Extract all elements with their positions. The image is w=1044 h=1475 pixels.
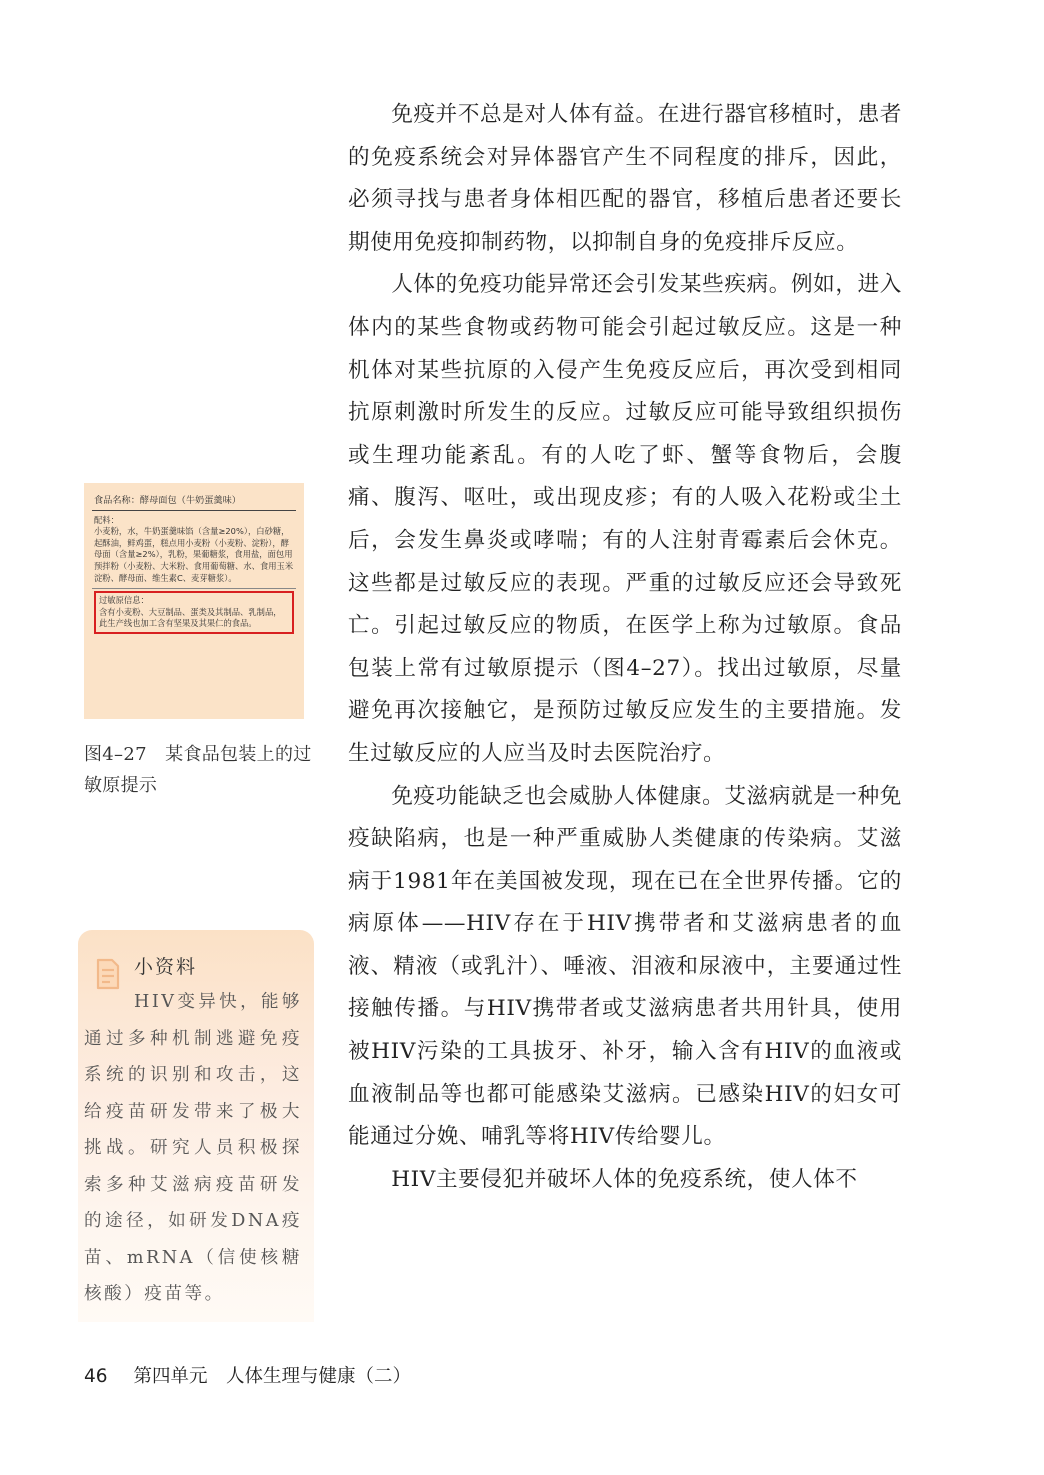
sidebar-text: [84, 984, 302, 1313]
paragraph-allergy: 人体的免疫功能异常还会引发某些疾病。例如，进入体内的某些食物或药物可能会引起过敏反应。这是一种机体对某些抗原的入侵产生免疫反应后，再次受到相同抗原刺激时所发生的反应。过敏反应可能导致组织损伤或生理功能紊乱。有的人吃了虾、蟹等食物后，会腹痛、腹泻、呕吐，或出现皮疹；有的人吸入花粉或尘土后，会发生鼻炎或哮喘；有的人注射青霉素后会休克。这些都是过敏反应的表现。严重的过敏反应还会导致死亡。引起过敏反应的物质，在医学上称为过敏原。食品包装上常有过敏原提示（图4–27）。找出过敏原，尽量避免再次接触它，是预防过敏反应发生的主要措施。发生过敏反应的人应当及时去医院治疗。: [348, 272, 902, 766]
food-label-figure: [84, 483, 304, 719]
ingredients-block: [92, 515, 296, 585]
allergen-info-box: [94, 591, 294, 634]
allergen-heading: 过敏原信息：: [99, 595, 149, 606]
food-label: [92, 495, 296, 634]
sidebar-paragraph: HIV变异快，能够通过多种机制逃避免疫系统的识别和攻击，这给疫苗研发带来了极大挑战。研究人员积极探索多种艾滋病疫苗研发的途径，如研发DNA疫苗、mRNA（信使核糖核酸）疫苗等。: [84, 992, 302, 1304]
sidebar-title: 小资料: [134, 956, 198, 978]
allergen-text: 含有小麦粉、大豆制品、蛋类及其制品、乳制品，此生产线也加工含有坚果及其果仁的食品。: [99, 606, 282, 629]
ingredients-heading: 配料：: [94, 514, 119, 525]
paragraph-organ-transplant: 免疫并不总是对人体有益。在进行器官移植时，患者的免疫系统会对异体器官产生不同程度的排斥，因此，必须寻找与患者身体相匹配的器官，移植后患者还要长期使用免疫抑制药物，以抑制自身的免疫排斥反应。: [348, 102, 902, 255]
info-sidebar: [78, 930, 314, 1322]
main-text: [348, 94, 902, 1201]
paragraph-aids: 免疫功能缺乏也会威胁人体健康。艾滋病就是一种免疫缺陷病，也是一种严重威胁人类健康的传染病。艾滋病于1981年在美国被发现，现在已在全世界传播。它的病原体——HIV存在于HIV携带者和艾滋病患者的血液、精液（或乳汁）、唾液、泪液和尿液中，主要通过性接触传播。与HIV携带者或艾滋病患者共用针具，使用被HIV污染的工具拔牙、补牙，输入含有HIV的血液或血液制品等也都可能感染艾滋病。已感染HIV的妇女可能通过分娩、哺乳等将HIV传给婴儿。: [348, 783, 902, 1150]
food-label-divider: [92, 510, 296, 511]
page-number: 46: [84, 1366, 108, 1387]
ingredients-divider: [92, 588, 296, 589]
paragraph-hiv: HIV主要侵犯并破坏人体的免疫系统，使人体不: [391, 1166, 858, 1192]
ingredients-text: 小麦粉，水，牛奶蛋羹味馅（含量≥20%），白砂糖，起酥油，鲜鸡蛋，糕点用小麦粉（小麦粉、淀粉），酵母面（含量≥2%），乳粉，果葡糖浆，食用盐，面包用预拌粉（小麦粉、大米粉、食用葡萄糖、水、食用玉米淀粉、酵母面、维生素C、麦芽糖浆）。: [94, 526, 294, 583]
page-footer: [84, 1362, 411, 1388]
figure-caption: 图4–27 某食品包装上的过敏原提示: [84, 744, 312, 796]
section-title: 第四单元 人体生理与健康（二）: [133, 1366, 412, 1387]
food-label-title: 食品名称：酵母面包（牛奶蛋羹味）: [94, 495, 241, 506]
